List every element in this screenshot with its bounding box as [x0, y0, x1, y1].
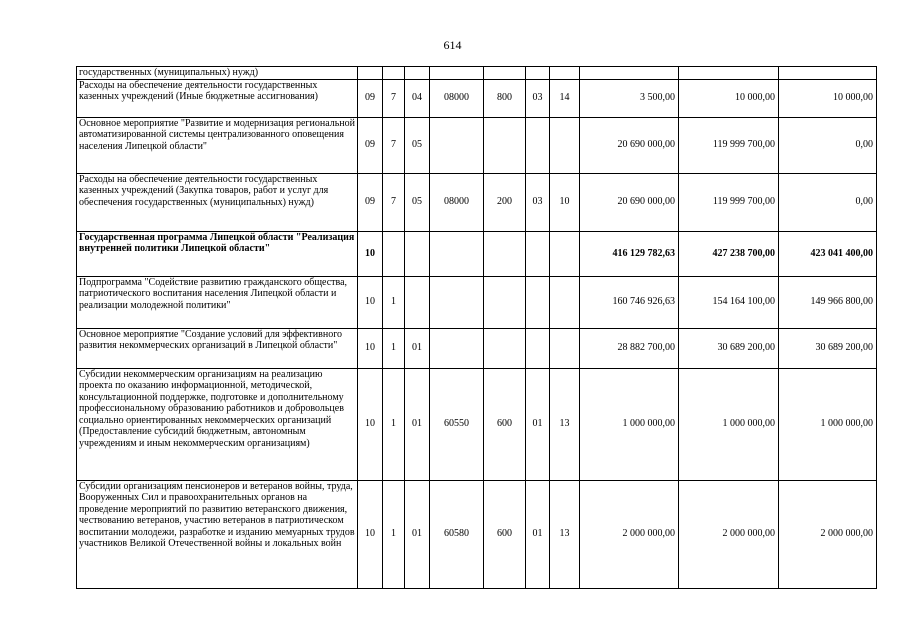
code-om [405, 276, 430, 328]
amount-year-3: 423 041 400,00 [779, 231, 877, 276]
code-subsection [550, 231, 580, 276]
code-section [526, 67, 550, 80]
code-expense-type: 600 [484, 480, 526, 588]
code-om: 04 [405, 79, 430, 117]
code-section: 03 [526, 173, 550, 231]
code-gp: 10 [358, 328, 383, 368]
row-description: Субсидии организациям пенсионеров и ветеранов войны, труда, Вооруженных Сил и правоохранительных органов на проведение мероприятий по развитию ветеранского движения, чествованию ветеранов, участию ветеранов в патриотическом воспитании молодежи, разработке и изданию мемуарных трудов участников Великой Отечественной войны и локальных войн [77, 480, 358, 588]
code-direction: 60550 [430, 368, 484, 480]
code-subsection [550, 276, 580, 328]
table-row [77, 67, 877, 80]
table-row [77, 480, 877, 588]
code-expense-type [484, 231, 526, 276]
amount-year-1: 416 129 782,63 [580, 231, 679, 276]
code-subsection: 13 [550, 480, 580, 588]
amount-year-3: 30 689 200,00 [779, 328, 877, 368]
code-pp: 7 [383, 79, 405, 117]
row-description: Государственная программа Липецкой области "Реализация внутренней политики Липецкой области" [77, 231, 358, 276]
code-direction [430, 117, 484, 173]
amount-year-1: 20 690 000,00 [580, 117, 679, 173]
code-direction [430, 276, 484, 328]
amount-year-1: 20 690 000,00 [580, 173, 679, 231]
row-description: Основное мероприятие "Развитие и модернизация региональной автоматизированной системы централизованного оповещения населения Липецкой области" [77, 117, 358, 173]
code-direction [430, 328, 484, 368]
row-description: Субсидии некоммерческим организациям на реализацию проекта по оказанию информационной, методической, консультационной поддержке, подготовке и дополнительному профессиональному образованию работников и добровольцев социально ориентированных некоммерческих организаций (Предоставление субсидий бюджетным, автономным учреждениям и иным некоммерческим организациям) [77, 368, 358, 480]
amount-year-1: 28 882 700,00 [580, 328, 679, 368]
code-pp: 1 [383, 368, 405, 480]
code-subsection [550, 328, 580, 368]
row-description: Расходы на обеспечение деятельности государственных казенных учреждений (Иные бюджетные ассигнования) [77, 79, 358, 117]
code-pp: 1 [383, 276, 405, 328]
code-direction [430, 231, 484, 276]
code-direction: 60580 [430, 480, 484, 588]
code-om: 01 [405, 480, 430, 588]
code-om: 05 [405, 117, 430, 173]
amount-year-2: 119 999 700,00 [679, 173, 779, 231]
code-subsection: 10 [550, 173, 580, 231]
code-section [526, 231, 550, 276]
amount-year-2 [679, 67, 779, 80]
code-subsection [550, 67, 580, 80]
code-section [526, 276, 550, 328]
table-row [77, 368, 877, 480]
amount-year-1 [580, 67, 679, 80]
code-expense-type: 600 [484, 368, 526, 480]
amount-year-2: 2 000 000,00 [679, 480, 779, 588]
code-expense-type [484, 117, 526, 173]
code-section [526, 328, 550, 368]
code-expense-type [484, 67, 526, 80]
row-description: Основное мероприятие "Создание условий для эффективного развития некоммерческих организаций в Липецкой области" [77, 328, 358, 368]
code-subsection: 13 [550, 368, 580, 480]
code-pp [383, 231, 405, 276]
row-description: государственных (муниципальных) нужд) [77, 67, 358, 80]
amount-year-2: 30 689 200,00 [679, 328, 779, 368]
code-section: 01 [526, 480, 550, 588]
code-om: 05 [405, 173, 430, 231]
table-row [77, 173, 877, 231]
code-expense-type: 800 [484, 79, 526, 117]
code-gp: 09 [358, 173, 383, 231]
code-direction [430, 67, 484, 80]
code-gp: 09 [358, 117, 383, 173]
row-description: Подпрограмма "Содействие развитию гражданского общества, патриотического воспитания населения Липецкой области и реализации молодежной политики" [77, 276, 358, 328]
amount-year-3: 1 000 000,00 [779, 368, 877, 480]
code-gp: 10 [358, 368, 383, 480]
code-expense-type [484, 328, 526, 368]
amount-year-2: 1 000 000,00 [679, 368, 779, 480]
code-pp: 1 [383, 480, 405, 588]
amount-year-3 [779, 67, 877, 80]
amount-year-1: 2 000 000,00 [580, 480, 679, 588]
page-number: 614 [443, 38, 462, 52]
code-pp: 1 [383, 328, 405, 368]
amount-year-1: 1 000 000,00 [580, 368, 679, 480]
amount-year-2: 427 238 700,00 [679, 231, 779, 276]
code-om [405, 67, 430, 80]
budget-table [76, 66, 877, 589]
code-section: 03 [526, 79, 550, 117]
code-subsection: 14 [550, 79, 580, 117]
code-pp: 7 [383, 117, 405, 173]
table-row [77, 231, 877, 276]
code-om: 01 [405, 328, 430, 368]
code-pp: 7 [383, 173, 405, 231]
amount-year-3: 0,00 [779, 173, 877, 231]
row-description: Расходы на обеспечение деятельности государственных казенных учреждений (Закупка товаров, работ и услуг для обеспечения государственных (муниципальных) нужд) [77, 173, 358, 231]
table-row [77, 276, 877, 328]
code-gp: 10 [358, 231, 383, 276]
code-section [526, 117, 550, 173]
code-section: 01 [526, 368, 550, 480]
amount-year-3: 0,00 [779, 117, 877, 173]
amount-year-2: 119 999 700,00 [679, 117, 779, 173]
code-om: 01 [405, 368, 430, 480]
code-expense-type: 200 [484, 173, 526, 231]
amount-year-2: 10 000,00 [679, 79, 779, 117]
code-direction: 08000 [430, 173, 484, 231]
code-gp: 10 [358, 480, 383, 588]
code-direction: 08000 [430, 79, 484, 117]
amount-year-3: 2 000 000,00 [779, 480, 877, 588]
code-gp: 10 [358, 276, 383, 328]
table-row [77, 79, 877, 117]
amount-year-1: 160 746 926,63 [580, 276, 679, 328]
amount-year-2: 154 164 100,00 [679, 276, 779, 328]
code-subsection [550, 117, 580, 173]
amount-year-3: 10 000,00 [779, 79, 877, 117]
amount-year-3: 149 966 800,00 [779, 276, 877, 328]
table-row [77, 117, 877, 173]
amount-year-1: 3 500,00 [580, 79, 679, 117]
code-om [405, 231, 430, 276]
code-gp [358, 67, 383, 80]
code-pp [383, 67, 405, 80]
table-row [77, 328, 877, 368]
code-expense-type [484, 276, 526, 328]
code-gp: 09 [358, 79, 383, 117]
